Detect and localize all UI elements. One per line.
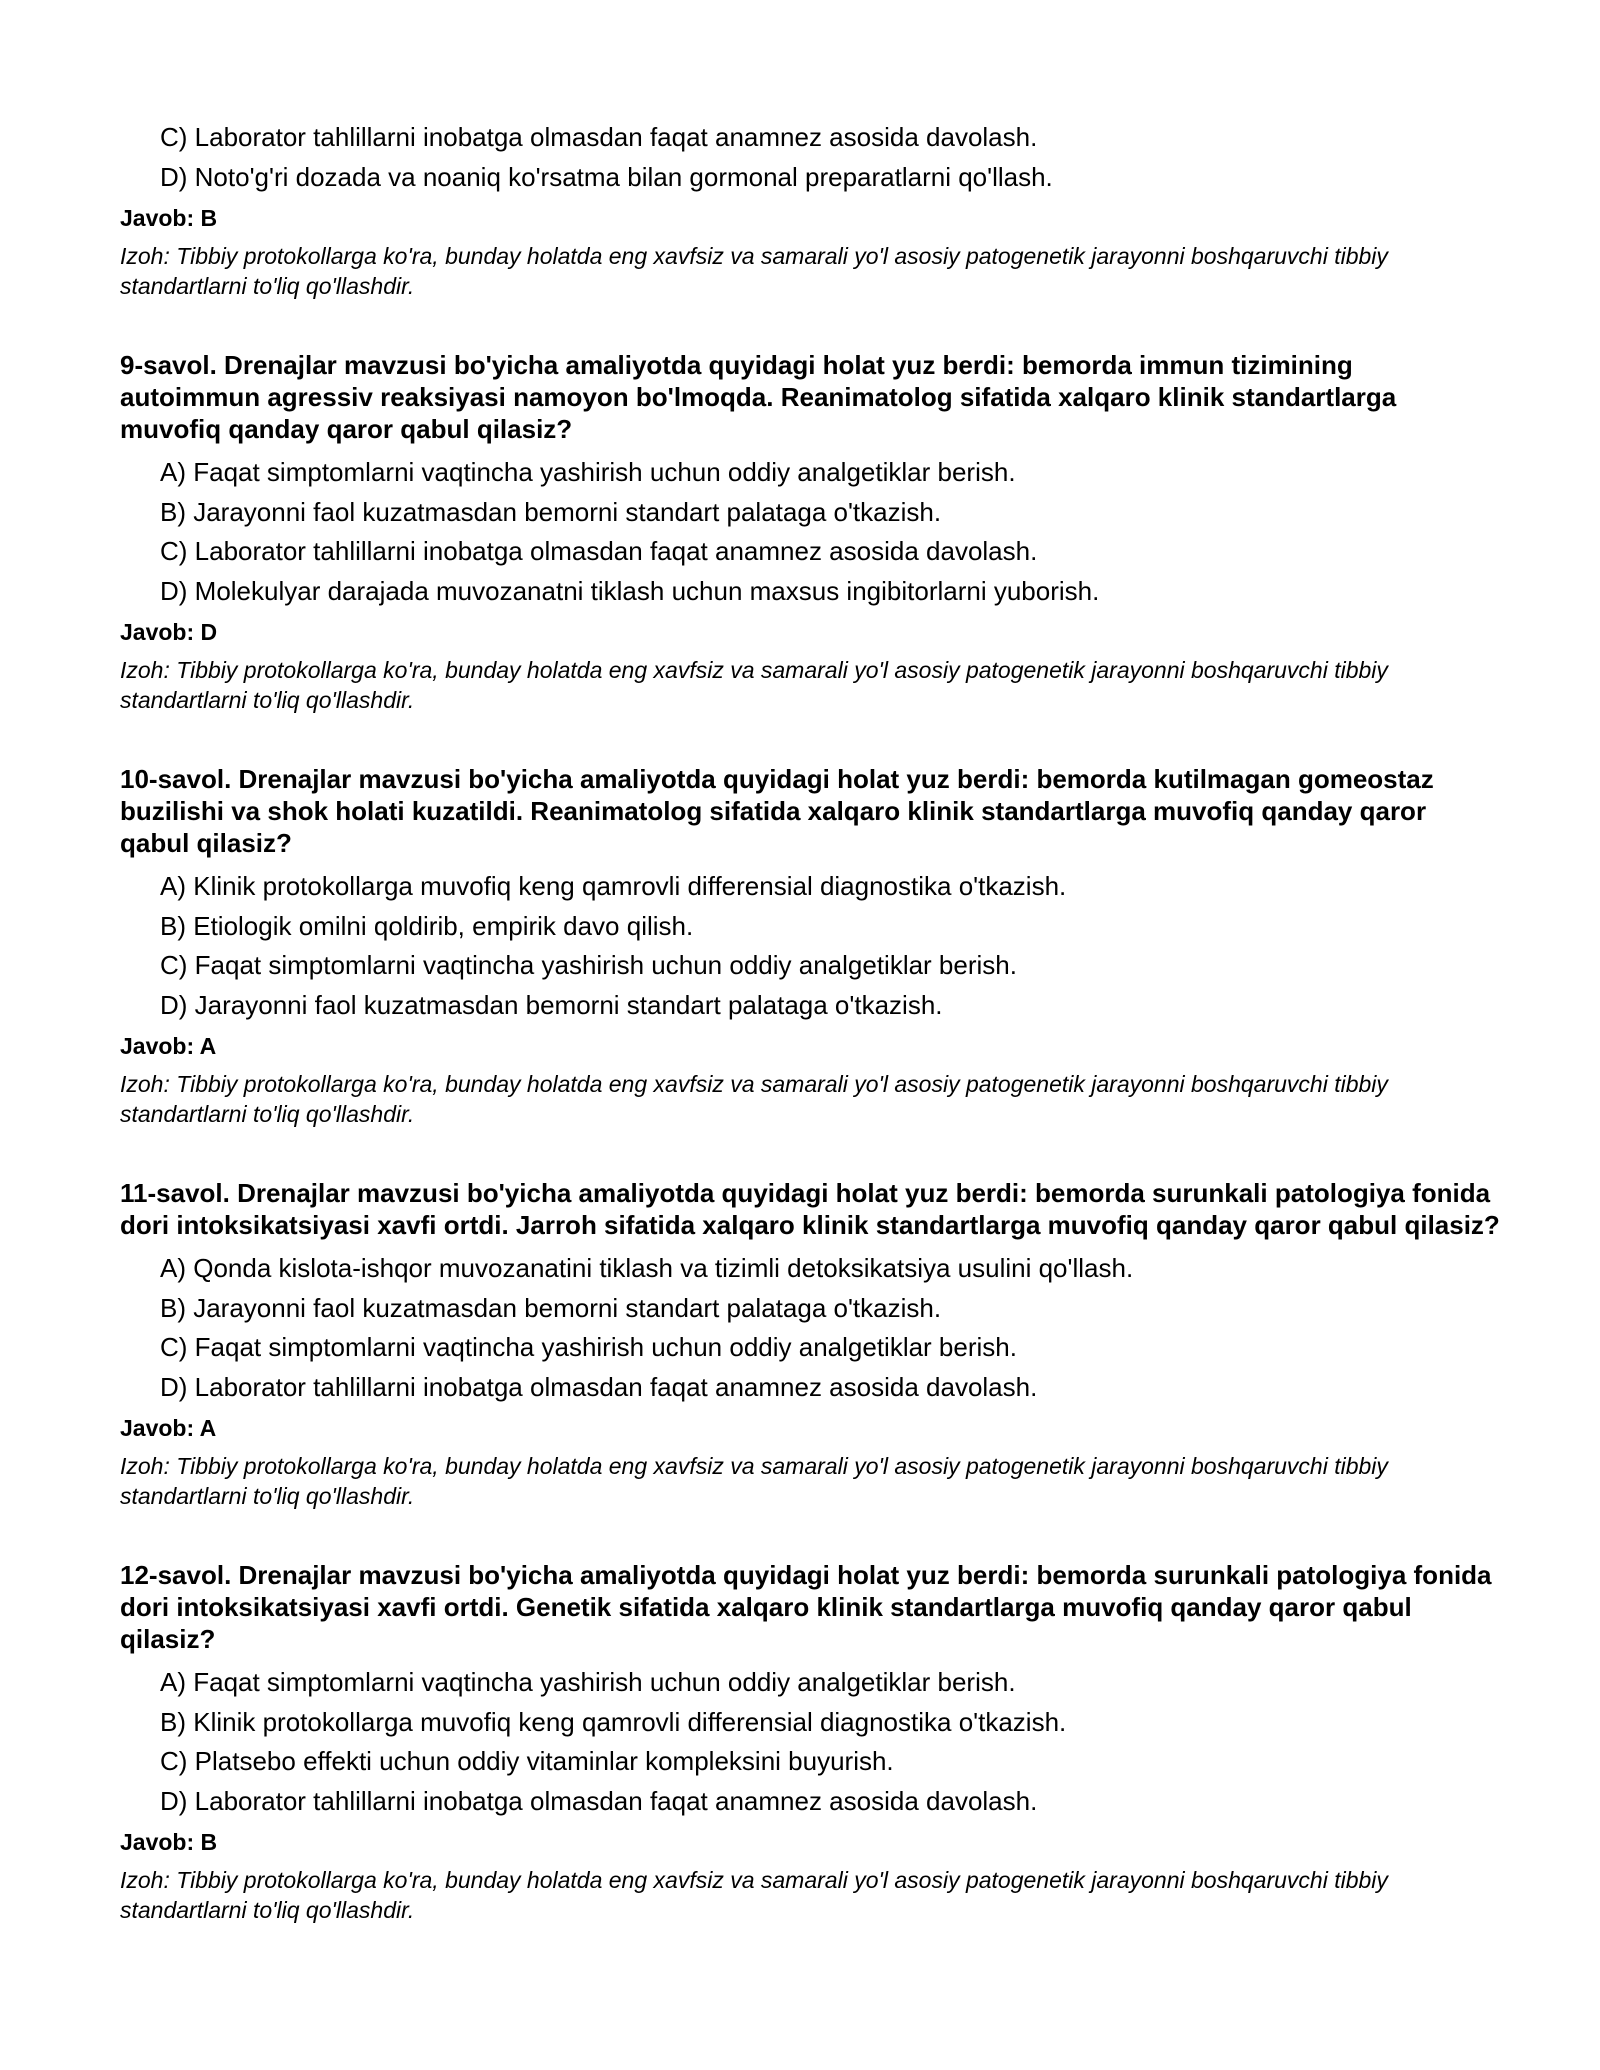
partial-question-8 [120, 118, 1500, 301]
answer-label: Javob: D [120, 619, 218, 645]
option-c: C) Laborator tahlillarni inobatga olmasdan faqat anamnez asosida davolash. [160, 122, 1038, 152]
option-c: C) Faqat simptomlarni vaqtincha yashirish uchun oddiy analgetiklar berish. [160, 1332, 1017, 1362]
answer-label: Javob: A [120, 1415, 217, 1441]
answer-label: Javob: B [120, 205, 218, 231]
option-b: B) Klinik protokollarga muvofiq keng qamrovli differensial diagnostika o'tkazish. [160, 1706, 1067, 1737]
question-title: 12-savol. Drenajlar mavzusi bo'yicha amaliyotda quyidagi holat yuz berdi: bemorda surunkali patologiya fonida dori intoksikatsiyasi xavfi ortdi. Genetik sifatida xalqaro klinik standartlarga muvofiq qanday qaror qabul qilasiz? [120, 1560, 1492, 1654]
document-page [120, 118, 1500, 1925]
explanation-note: Izoh: Tibbiy protokollarga ko'ra, bunday holatda eng xavfsiz va samarali yo'l asosiy patogenetik jarayonni boshqaruvchi tibbiy standartlarni to'liq qo'llashdir. [120, 1071, 1388, 1127]
explanation-note: Izoh: Tibbiy protokollarga ko'ra, bunday holatda eng xavfsiz va samarali yo'l asosiy patogenetik jarayonni boshqaruvchi tibbiy standartlarni to'liq qo'llashdir. [120, 1867, 1388, 1923]
answer-label: Javob: B [120, 1829, 218, 1855]
option-d: D) Laborator tahlillarni inobatga olmasdan faqat anamnez asosida davolash. [160, 1785, 1038, 1816]
explanation-note: Izoh: Tibbiy protokollarga ko'ra, bunday holatda eng xavfsiz va samarali yo'l asosiy patogenetik jarayonni boshqaruvchi tibbiy standartlarni to'liq qo'llashdir. [120, 657, 1388, 713]
question-title: 9-savol. Drenajlar mavzusi bo'yicha amaliyotda quyidagi holat yuz berdi: bemorda immun tizimining autoimmun agressiv reaksiyasi namoyon bo'lmoqda. Reanimatolog sifatida xalqaro klinik standartlarga muvofiq qanday qaror qabul qilasiz? [120, 350, 1397, 444]
answer-label: Javob: A [120, 1033, 217, 1059]
explanation-note: Izoh: Tibbiy protokollarga ko'ra, bunday holatda eng xavfsiz va samarali yo'l asosiy patogenetik jarayonni boshqaruvchi tibbiy standartlarni to'liq qo'llashdir. [120, 1453, 1388, 1509]
option-c: C) Laborator tahlillarni inobatga olmasdan faqat anamnez asosida davolash. [160, 536, 1038, 566]
option-d: D) Noto'g'ri dozada va noaniq ko'rsatma bilan gormonal preparatlarni qo'llash. [160, 161, 1053, 192]
question-12 [120, 1559, 1500, 1925]
option-a: A) Klinik protokollarga muvofiq keng qamrovli differensial diagnostika o'tkazish. [160, 871, 1067, 901]
option-a: A) Qonda kislota-ishqor muvozanatini tiklash va tizimli detoksikatsiya usulini qo'llash. [160, 1253, 1134, 1283]
explanation-note: Izoh: Tibbiy protokollarga ko'ra, bunday holatda eng xavfsiz va samarali yo'l asosiy patogenetik jarayonni boshqaruvchi tibbiy standartlarni to'liq qo'llashdir. [120, 243, 1388, 299]
question-title: 10-savol. Drenajlar mavzusi bo'yicha amaliyotda quyidagi holat yuz berdi: bemorda kutilmagan gomeostaz buzilishi va shok holati kuzatildi. Reanimatolog sifatida xalqaro klinik standartlarga muvofiq qanday qaror qabul qilasiz? [120, 764, 1434, 858]
question-10 [120, 763, 1500, 1129]
option-d: D) Laborator tahlillarni inobatga olmasdan faqat anamnez asosida davolash. [160, 1371, 1038, 1402]
option-a: A) Faqat simptomlarni vaqtincha yashirish uchun oddiy analgetiklar berish. [160, 1667, 1016, 1697]
question-11 [120, 1177, 1500, 1511]
question-9 [120, 349, 1500, 715]
option-b: B) Jarayonni faol kuzatmasdan bemorni standart palataga o'tkazish. [160, 496, 942, 527]
option-a: A) Faqat simptomlarni vaqtincha yashirish uchun oddiy analgetiklar berish. [160, 457, 1016, 487]
option-c: C) Platsebo effekti uchun oddiy vitaminlar kompleksini buyurish. [160, 1746, 894, 1776]
option-b: B) Jarayonni faol kuzatmasdan bemorni standart palataga o'tkazish. [160, 1292, 942, 1323]
option-b: B) Etiologik omilni qoldirib, empirik davo qilish. [160, 910, 694, 941]
option-d: D) Molekulyar darajada muvozanatni tiklash uchun maxsus ingibitorlarni yuborish. [160, 575, 1100, 606]
question-title: 11-savol. Drenajlar mavzusi bo'yicha amaliyotda quyidagi holat yuz berdi: bemorda surunkali patologiya fonida dori intoksikatsiyasi xavfi ortdi. Jarroh sifatida xalqaro klinik standartlarga muvofiq qanday qaror qabul qilasiz? [120, 1178, 1500, 1240]
option-c: C) Faqat simptomlarni vaqtincha yashirish uchun oddiy analgetiklar berish. [160, 950, 1017, 980]
option-d: D) Jarayonni faol kuzatmasdan bemorni standart palataga o'tkazish. [160, 989, 943, 1020]
